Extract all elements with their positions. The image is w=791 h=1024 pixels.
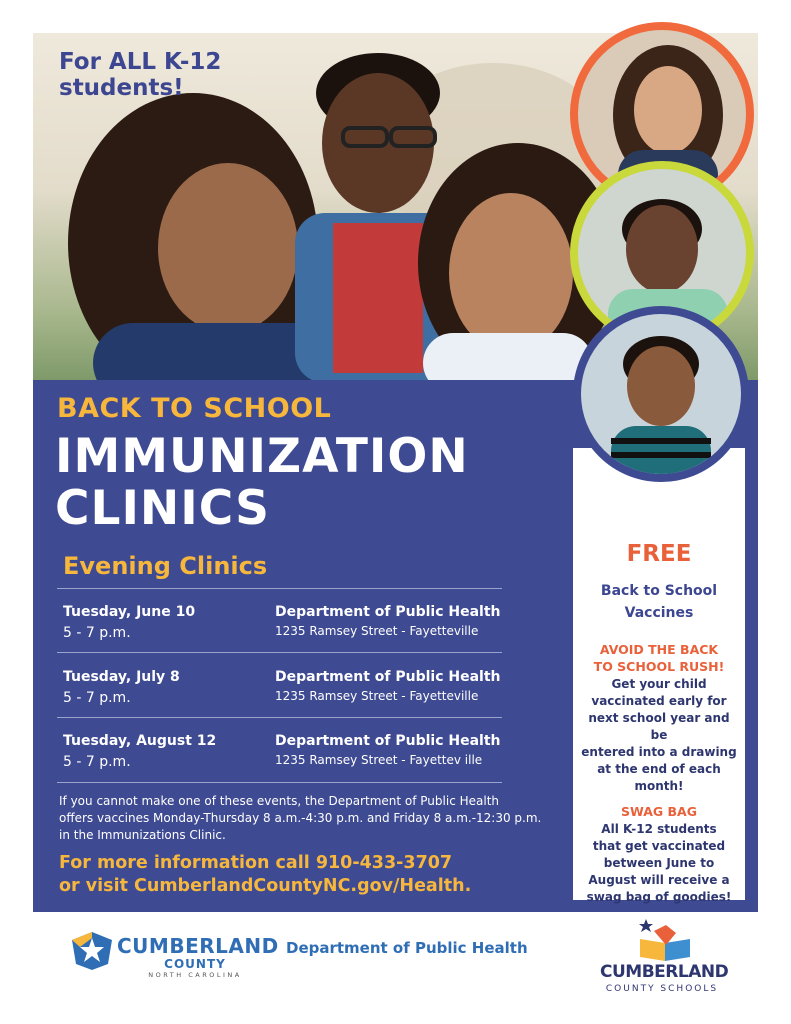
book-star-icon [636,915,694,961]
footer-department: Department of Public Health [286,939,528,957]
sidebar-box [573,448,745,904]
clinic-date: Tuesday, August 12 [63,733,217,749]
swag-body-line: All K-12 students [601,822,717,836]
clinic-address: 1235 Ramsey Street - Fayetteville [275,624,479,638]
title-immunization: IMMUNIZATION [55,429,469,484]
alternate-hours-note [59,793,559,844]
free-subheading [573,580,745,624]
note-line: in the Immunizations Clinic. [59,828,226,842]
contact-info [59,852,579,898]
avoid-body-line: next school year and be [588,711,730,742]
subtitle-evening-clinics: Evening Clinics [63,552,268,580]
clinic-time: 5 - 7 p.m. [63,754,131,770]
schools-name: CUMBERLAND [600,962,729,982]
clinic-location: Department of Public Health [275,669,501,685]
avoid-body-line: Get your child [611,677,707,691]
clinic-time: 5 - 7 p.m. [63,625,131,641]
avoid-rush-body [579,676,739,795]
contact-phone[interactable]: For more information call 910-433-3707 [59,853,453,873]
contact-website[interactable]: or visit CumberlandCountyNC.gov/Health. [59,876,472,896]
free-heading: FREE [626,541,692,567]
avoid-body-line: vaccinated early for [591,694,727,708]
clinic-date: Tuesday, June 10 [63,604,196,620]
divider [57,782,502,783]
avoid-line: AVOID THE BACK [599,642,719,657]
avoid-line: TO SCHOOL RUSH! [593,659,725,674]
avoid-rush-heading [573,641,745,675]
tagline-line-2: students! [59,75,184,101]
clinic-time: 5 - 7 p.m. [63,690,131,706]
swag-bag-body [581,821,737,906]
student-photo-circle-3 [573,306,749,482]
divider [57,588,502,589]
note-line: If you cannot make one of these events, the Department of Public Health [59,794,500,808]
avoid-body-line: entered into a drawing [581,745,737,759]
tagline [59,49,259,101]
swag-body-line: August will receive a [588,873,730,887]
clinic-address: 1235 Ramsey Street - Fayettev ille [275,753,483,767]
star-shield-icon [70,930,114,972]
schools-sub: COUNTY SCHOOLS [605,984,719,994]
swag-body-line: that get vaccinated [592,839,726,853]
divider [57,652,502,653]
divider [57,717,502,718]
swag-body-line: swag bag of goodies! [586,890,732,904]
note-line: offers vaccines Monday-Thursday 8 a.m.-4:30 p.m. and Friday 8 a.m.-12:30 p.m. [59,811,542,825]
avoid-body-line: month! [634,779,684,793]
swag-body-line: between June to [603,856,715,870]
tagline-line-1: For ALL K-12 [59,49,222,75]
swag-bag-heading: SWAG BAG [621,804,697,819]
clinic-row [63,604,503,664]
title-back-to-school: BACK TO SCHOOL [57,393,332,424]
clinic-row [63,733,503,793]
free-sub-line: Vaccines [624,605,694,621]
county-state: NORTH CAROLINA [148,971,242,979]
flyer [33,33,758,912]
free-sub-line: Back to School [600,583,718,599]
clinic-address: 1235 Ramsey Street - Fayetteville [275,689,479,703]
county-sub: COUNTY [164,957,226,971]
clinic-location: Department of Public Health [275,733,501,749]
county-name: CUMBERLAND [117,934,279,958]
clinic-location: Department of Public Health [275,604,501,620]
avoid-body-line: at the end of each [597,762,721,776]
title-clinics: CLINICS [55,481,270,536]
clinic-date: Tuesday, July 8 [63,669,180,685]
clinic-row [63,669,503,729]
